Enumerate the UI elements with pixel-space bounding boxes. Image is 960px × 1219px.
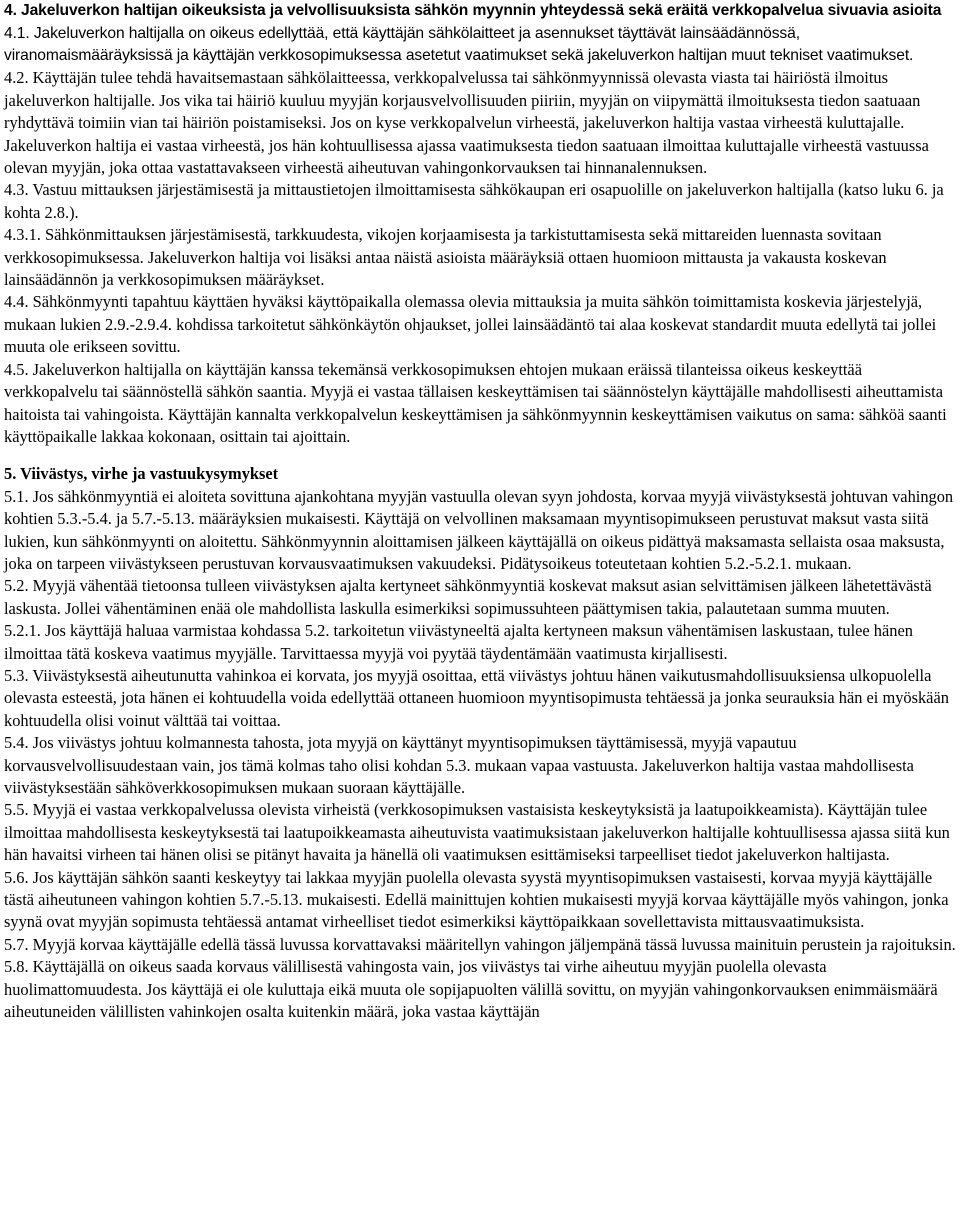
section-5-heading: 5. Viivästys, virhe ja vastuukysymykset xyxy=(4,464,279,484)
section-4-heading: 4. Jakeluverkon haltijan oikeuksista ja velvollisuuksista sähkön myynnin yhteydessä sekä eräitä verkkopalvelua sivuavia asioita xyxy=(4,2,942,19)
paragraph-4-2: 4.2. Käyttäjän tulee tehdä havaitsemastaan sähkölaitteessa, verkkopalvelussa tai sähkönmyynnissä olevasta viasta tai häiriöstä ilmoitus jakeluverkon haltijalle. Jos vika tai häiriö kuuluu myyjän korjausvelvollisuuden piiriin, myyjän on viipymättä ilmoituksesta tiedon saatuaan ryhdyttävä toimiin vian tai häiriön poistamiseksi. Jos on kyse verkkopalvelun virheestä, jakeluverkon haltija vastaa virheestä kuluttajalle. Jakeluverkon haltija ei vastaa virheestä, jos hän kohtuullisessa ajassa vaatimuksesta tiedon saatuaan ilmoittaa kuluttajalle virheestä vastuussa olevan myyjän, joka ottaa vastattavakseen virheestä aiheutuvan vahingonkorvauksen tai hinnanalennuksen. xyxy=(4,68,929,178)
paragraph-5-6: 5.6. Jos käyttäjän sähkön saanti keskeytyy tai lakkaa myyjän puolella olevasta syystä myyntisopimuksen vastaisesti, korvaa myyjä käyttäjälle tästä aiheutuneen vahingon kohtien 5.7.-5.13. mukaisesti. Edellä mainittujen kohtien mukaisesti myyjä korvaa käyttäjälle myös vahingon, jonka syynä ovat myyjän sopimusta tehtäessä antamat virheelliset tiedot esimerkiksi käyttöpaikkaan sovellettavista mittausvaatimuksista. xyxy=(4,867,949,932)
paragraph-5-1: 5.1. Jos sähkönmyyntiä ei aloiteta sovittuna ajankohtana myyjän vastuulla olevan syyn johdosta, korvaa myyjä viivästyksestä johtuvan vahingon kohtien 5.3.-5.4. ja 5.7.-5.13. määräyksien mukaisesti. Käyttäjä on velvollinen maksamaan myyntisopimukseen perustuvat maksut vasta siitä lukien, kun sähkönmyynti on aloitettu. Sähkönmyynnin aloittamisen jälkeen käyttäjällä on oikeus pidättyä maksamasta sellaista osaa maksusta, joka on tarpeen viivästykseen perustuvan korvausvaatimuksen vakuudeksi. Pidätysoikeus toteutetaan kohtien 5.2.-5.2.1. mukaan. xyxy=(4,486,954,573)
paragraph-5-7: 5.7. Myyjä korvaa käyttäjälle edellä tässä luvussa korvattavaksi määritellyn vahingon jäljempänä tässä luvussa mainituin perustein ja rajoituksin. xyxy=(4,934,956,954)
paragraph-4-3-1: 4.3.1. Sähkönmittauksen järjestämisestä, tarkkuudesta, vikojen korjaamisesta ja tarkistuttamisesta sekä mittareiden luennasta sovitaan verkkosopimuksessa. Jakeluverkon haltija voi lisäksi antaa näistä asioista määräyksiä ottaen huomioon mittausta ja vakausta koskevan lainsäädännön ja verkkosopimuksen määräykset. xyxy=(4,225,887,290)
paragraph-5-5: 5.5. Myyjä ei vastaa verkkopalvelussa olevista virheistä (verkkosopimuksen vastaisista keskeytyksistä ja laatupoikkeamista). Käyttäjän tulee ilmoittaa mahdollisesta keskeytyksestä tai laatupoikkeamasta aiheutuvista vaatimuksistaan jakeluverkon haltijalle kohtuullisessa ajassa siitä kun hän havaitsi virheen tai hänen olisi se pitänyt havaita ja hänellä oli vaatimuksen esittämiseksi tarpeelliset tiedot jakeluverkon haltijasta. xyxy=(4,800,950,865)
paragraph-4-3: 4.3. Vastuu mittauksen järjestämisestä ja mittaustietojen ilmoittamisesta sähkökaupan eri osapuolille on jakeluverkon haltijalla (katso luku 6. ja kohta 2.8.). xyxy=(4,180,944,222)
paragraph-5-3: 5.3. Viivästyksestä aiheutunutta vahinkoa ei korvata, jos myyjä osoittaa, että viivästys johtuu hänen vaikutusmahdollisuuksiensa ulkopuolella olevasta esteestä, jota hänen ei kohtuudella voida edellyttää ottaneen huomioon myyntisopimusta tehtäessä ja jonka seurauksia hän ei myöskään kohtuudella olisi voinut välttää tai voittaa. xyxy=(4,665,949,730)
paragraph-4-4: 4.4. Sähkönmyynti tapahtuu käyttäen hyväksi käyttöpaikalla olemassa olevia mittauksia ja muita sähkön toimittamista koskevia järjestelyjä, mukaan lukien 2.9.-2.9.4. kohdissa tarkoitetut sähkönkäytön ohjaukset, jollei lainsäädäntö tai alaa koskevat standardit muuta edellytä tai jollei muuta ole erikseen sovittu. xyxy=(4,292,937,357)
paragraph-5-4: 5.4. Jos viivästys johtuu kolmannesta tahosta, jota myyjä on käyttänyt myyntisopimuksen täyttämisessä, myyjä vapautuu korvausvelvollisuudestaan vain, jos tämä kolmas taho olisi kohdan 5.3. mukaan vapaa vastuusta. Jakeluverkon haltija vastaa mahdollisesta viivästyksestään sähköverkkosopimuksen mukaan suoraan käyttäjälle. xyxy=(4,733,914,797)
section-spacer xyxy=(4,448,956,463)
document-page xyxy=(4,0,956,1023)
paragraph-5-8: 5.8. Käyttäjällä on oikeus saada korvaus välillisestä vahingosta vain, jos viivästys tai virhe aiheutuu myyjän puolella olevasta huolimattomuudesta. Jos käyttäjä ei ole kuluttaja eikä muuta ole sopijapuolten välillä sovittu, on myyjän vahingonkorvauksen enimmäismäärä aiheutuneiden välillisten vahinkojen osalta kuitenkin määrä, joka vastaa käyttäjän xyxy=(4,957,938,1022)
paragraph-4-1: 4.1. Jakeluverkon haltijalla on oikeus edellyttää, että käyttäjän sähkölaitteet ja asennukset täyttävät lainsäädännössä, viranomaismääräyksissä ja käyttäjän verkkosopimuksessa asetetut vaatimukset sekä jakeluverkon haltijan muut tekniset vaatimukset. xyxy=(4,24,914,64)
paragraph-5-2: 5.2. Myyjä vähentää tietoonsa tulleen viivästyksen ajalta kertyneet sähkönmyyntiä koskevat maksut asian selvittämisen jälkeen lähetettävästä laskusta. Jollei vähentäminen enää ole mahdollista laskulla esimerkiksi sopimussuhteen päättymisen takia, palautetaan summa muuten. xyxy=(4,576,932,618)
paragraph-5-2-1: 5.2.1. Jos käyttäjä haluaa varmistaa kohdassa 5.2. tarkoitetun viivästyneeltä ajalta kertyneen maksun vähentämisen laskustaan, tulee hänen ilmoittaa tätä koskeva vaatimus myyjälle. Tarvittaessa myyjä voi pyytää täydentämään vaatimusta kirjallisesti. xyxy=(4,621,913,663)
paragraph-4-5: 4.5. Jakeluverkon haltijalla on käyttäjän kanssa tekemänsä verkkosopimuksen ehtojen mukaan eräissä tilanteissa oikeus keskeyttää verkkopalvelu tai säännöstellä sähkön saantia. Myyjä ei vastaa tällaisen keskeyttämisen tai säännöstelyn käyttäjälle mahdollisesti aiheuttamista haitoista tai vahingoista. Käyttäjän kannalta verkkopalvelun keskeyttämisen ja sähkönmyynnin keskeyttämisen vaikutus on sama: sähköä saanti käyttöpaikalle lakkaa kokonaan, osittain tai ajoittain. xyxy=(4,359,947,446)
